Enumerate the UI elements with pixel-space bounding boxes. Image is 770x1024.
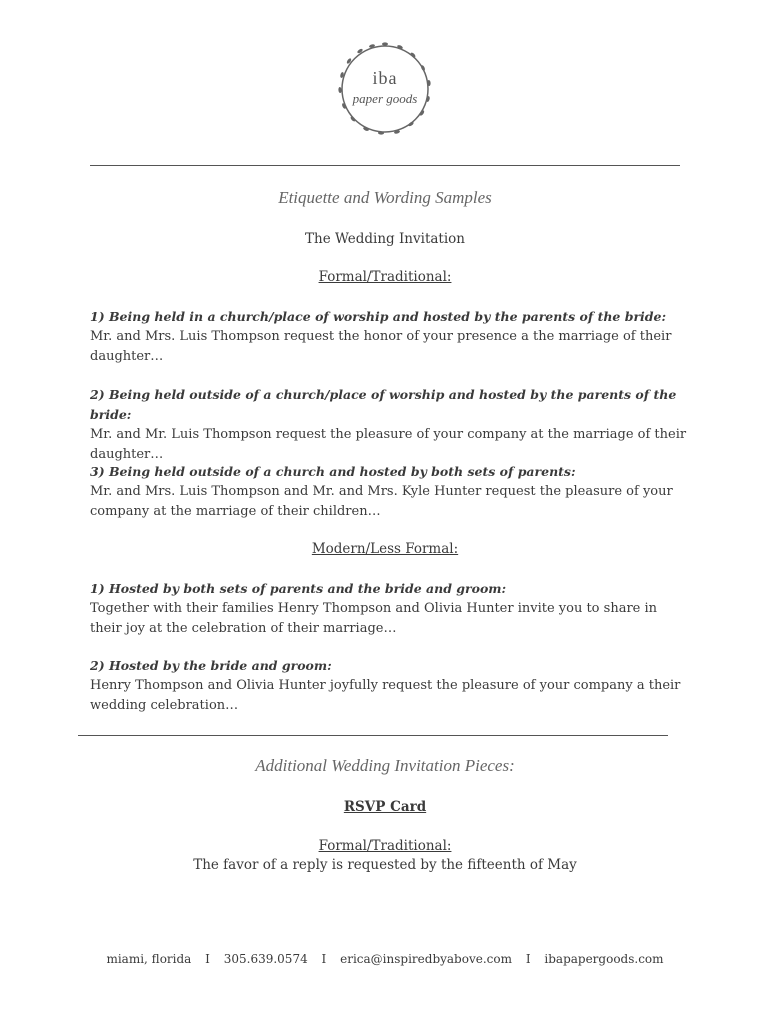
modern-label-text: Modern/Less Formal: (311, 541, 459, 557)
footer-phone: 305.639.0574 (223, 952, 308, 966)
formal-label (0, 269, 770, 285)
formal-label-text: Formal/Traditional: (318, 269, 452, 285)
top-divider (90, 165, 680, 166)
footer-separator: I (205, 952, 210, 966)
modern-item-2-body: Henry Thompson and Olivia Hunter joyfully request the pleasure of your company a their wedding celebration… (90, 678, 681, 713)
formal-item-2-body: Mr. and Mr. Luis Thompson request the pleasure of your company at the marriage of their daughter… (90, 427, 687, 462)
formal-item-1-head: 1) Being held in a church/place of worship and hosted by the parents of the bride: (90, 309, 667, 324)
rsvp-title (0, 799, 770, 815)
footer-email-link[interactable]: erica@inspiredbyabove.com (340, 952, 512, 966)
formal-item-2-head: 2) Being held outside of a church/place of worship and hosted by the parents of the bride: (90, 387, 677, 422)
middle-divider (78, 735, 668, 736)
formal-item-3 (90, 462, 690, 522)
formal-item-3-head: 3) Being held outside of a church and hosted by both sets of parents: (90, 464, 576, 479)
wreath-icon (334, 38, 436, 140)
formal-item-3-body: Mr. and Mrs. Luis Thompson and Mr. and Mrs. Kyle Hunter request the pleasure of your company at the marriage of their children… (90, 484, 673, 519)
modern-item-2 (90, 656, 690, 716)
additional-pieces-heading: Additional Wedding Invitation Pieces: (255, 756, 515, 775)
logo-text-paper-goods: paper goods (352, 91, 418, 106)
section-title: The Wedding Invitation (305, 231, 465, 247)
rsvp-formal-label-text: Formal/Traditional: (318, 838, 452, 854)
formal-item-2 (90, 385, 690, 465)
rsvp-formal-label (0, 838, 770, 854)
footer-website-link[interactable]: ibapapergoods.com (544, 952, 664, 966)
logo-text-iba: iba (372, 68, 398, 88)
footer-separator: I (525, 952, 531, 966)
formal-item-1-body: Mr. and Mrs. Luis Thompson request the honor of your presence a the marriage of their daughter… (90, 329, 672, 364)
footer-separator: I (321, 952, 327, 966)
modern-item-1-head: 1) Hosted by both sets of parents and the bride and groom: (90, 581, 507, 596)
modern-item-1 (90, 579, 690, 639)
etiquette-heading: Etiquette and Wording Samples (278, 188, 492, 207)
modern-item-1-body: Together with their families Henry Thompson and Olivia Hunter invite you to share in their joy at the celebration of their marriage… (90, 601, 658, 636)
logo (334, 38, 436, 140)
formal-item-1 (90, 307, 690, 367)
rsvp-title-text: RSVP Card (343, 799, 427, 815)
rsvp-text: The favor of a reply is requested by the fifteenth of May (193, 857, 577, 873)
footer-location: miami, florida (106, 952, 192, 966)
modern-item-2-head: 2) Hosted by the bride and groom: (90, 658, 332, 673)
footer (0, 952, 770, 966)
modern-label (0, 541, 770, 557)
